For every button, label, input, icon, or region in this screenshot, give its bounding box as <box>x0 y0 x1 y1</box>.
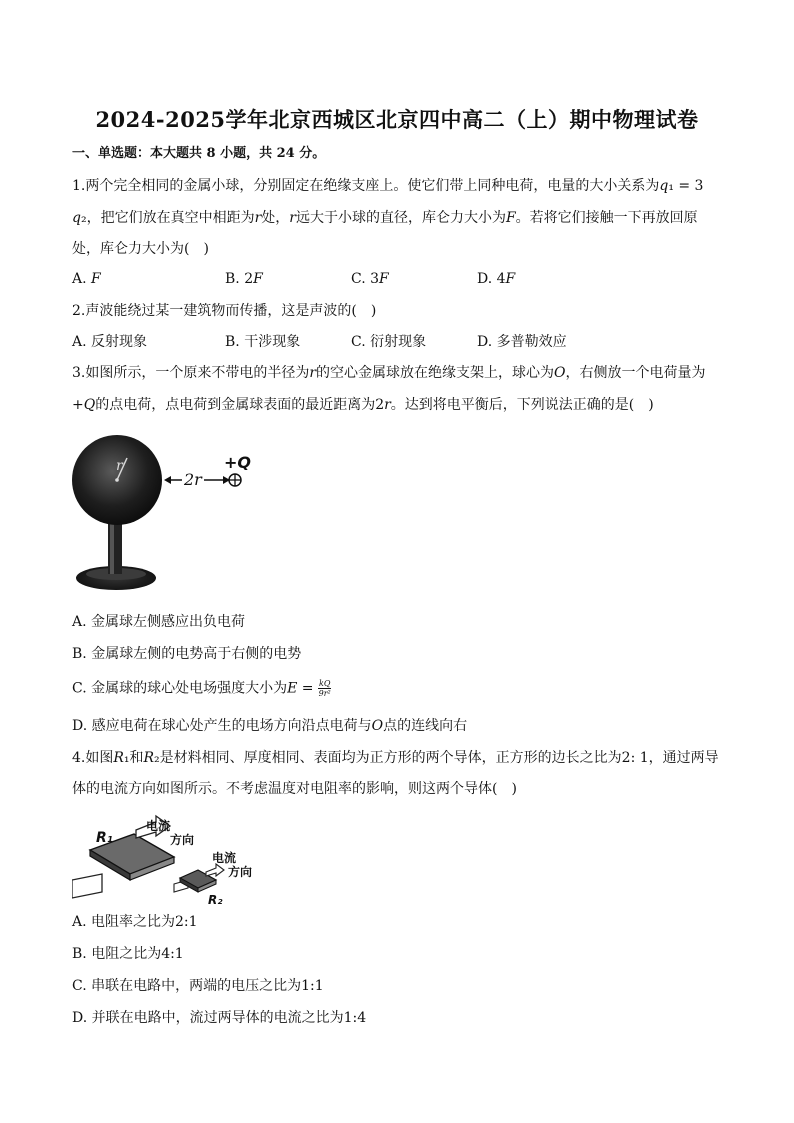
q4-option-c: C. 串联在电路中，两端的电压之比为1:1 <box>72 978 324 994</box>
fraction-denominator: 9r² <box>318 689 331 698</box>
q4-line2: 体的电流方向如图所示。不考虑温度对电阻率的影响，则这两个导体( ) <box>72 781 517 797</box>
current-arrow-tail-1 <box>72 874 102 898</box>
conductors-figure <box>72 812 257 907</box>
q1-line3: 处，库仑力大小为( ) <box>72 241 209 257</box>
q4-option-a: A. 电阻率之比为2:1 <box>72 914 198 930</box>
q3-option-c-fraction <box>318 679 331 698</box>
current-arrow-icon-2 <box>206 864 224 876</box>
q1-option-d: D. 4𝐹 <box>477 271 516 287</box>
label-plus-q: +Q <box>224 453 252 472</box>
q3-line1: 3.如图所示，一个原来不带电的半径为𝑟的空心金属球放在绝缘支架上，球心为𝑂，右侧放一个电荷量为 <box>72 365 706 381</box>
q2-option-a: A. 反射现象 <box>72 334 148 350</box>
q3-option-a: A. 金属球左侧感应出负电荷 <box>72 614 246 630</box>
label-2r: 2r <box>184 470 202 489</box>
label-current-2b: 方向 <box>228 865 253 879</box>
q1-line2: 𝑞₂，把它们放在真空中相距为𝑟处，𝑟远大于小球的直径，库仑力大小为𝐹。若将它们接触一下再放回原 <box>72 210 698 226</box>
q2-line1: 2.声波能绕过某一建筑物而传播，这是声波的( ) <box>72 303 377 319</box>
q3-option-b: B. 金属球左侧的电势高于右侧的电势 <box>72 646 302 662</box>
q2-option-b: B. 干涉现象 <box>225 334 301 350</box>
q1-option-b: B. 2𝐹 <box>225 271 263 287</box>
q3-option-d: D. 感应电荷在球心处产生的电场方向沿点电荷与𝑂点的连线向右 <box>72 718 468 734</box>
label-r1: R₁ <box>96 830 113 846</box>
q1-option-c: C. 3𝐹 <box>351 271 389 287</box>
label-current-1b: 方向 <box>170 833 195 847</box>
section-header: 一、单选题：本大题共 8 小题，共 24 分。 <box>72 146 326 161</box>
arrow-left-icon <box>164 476 171 484</box>
fraction-numerator: kQ <box>318 679 331 688</box>
q2-option-c: C. 衍射现象 <box>351 334 427 350</box>
metal-sphere-figure <box>72 428 252 598</box>
q3-option-c-text: C. 金属球的球心处电场强度大小为𝐸 = <box>72 680 314 697</box>
label-r: r <box>116 458 123 474</box>
q3-option-c <box>72 679 331 698</box>
q2-option-d: D. 多普勒效应 <box>477 334 567 350</box>
sphere-center <box>115 478 119 482</box>
q3-line2: +𝑄的点电荷，点电荷到金属球表面的最近距离为2𝑟。达到将电平衡后，下列说法正确的是( ) <box>72 397 654 413</box>
label-current-1a: 电流 <box>146 819 171 833</box>
q1-option-a: A. 𝐹 <box>72 271 101 287</box>
q4-line1: 4.如图𝑅₁和𝑅₂是材料相同、厚度相同、表面均为正方形的两个导体，正方形的边长之比为2: 1，通过两导 <box>72 750 719 766</box>
q4-option-d: D. 并联在电路中，流过两导体的电流之比为1:4 <box>72 1010 367 1026</box>
label-current-2a: 电流 <box>212 851 237 865</box>
label-r2: R₂ <box>208 893 223 907</box>
q4-option-b: B. 电阻之比为4:1 <box>72 946 184 962</box>
q1-line1: 1.两个完全相同的金属小球，分别固定在绝缘支座上。使它们带上同种电荷，电量的大小关系为𝑞₁ = 3 <box>72 178 704 194</box>
exam-title: 2024-2025学年北京西城区北京四中高二（上）期中物理试卷 <box>95 107 699 132</box>
